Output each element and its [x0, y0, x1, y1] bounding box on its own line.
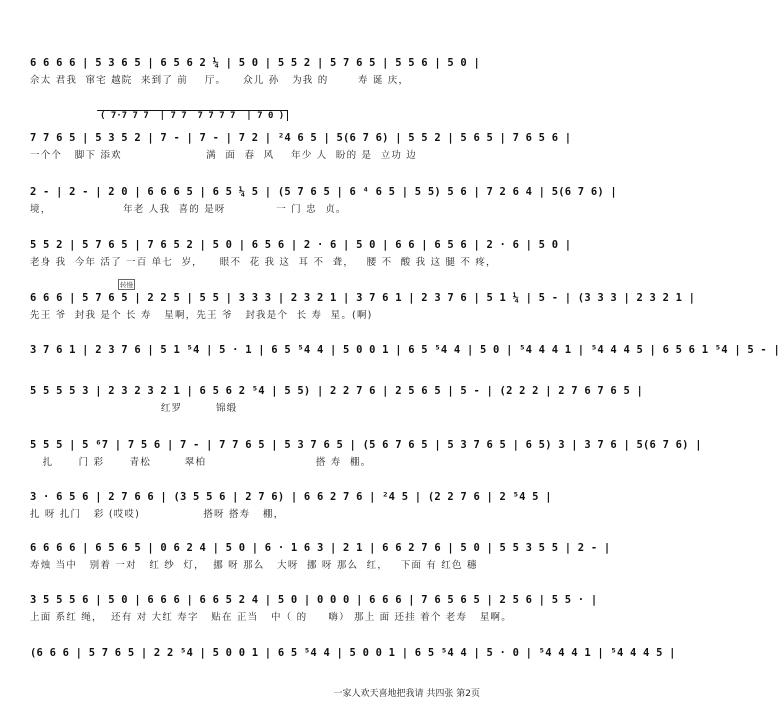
lyric-line: 扎 门 彩 青松 翠柏 搭 寿 棚。: [30, 457, 372, 468]
lyric-line: 红罗 锦缎: [30, 403, 238, 414]
notation-line: 5 5 2 | 5 7 6 5 | 7 6 5 2 | 5 0 | 6 5 6 | 2 · 6 | 5 0 | 6 6 | 6 5 6 | 2 · 6 | 5 0 |: [30, 239, 572, 251]
page-footer: 一家人欢天喜地把我请 共四张 第2页: [333, 689, 480, 699]
lyric-line: 寿烛 当中 别着 一对 红 纱 灯， 挪 呀 那么 大呀 挪 呀 那么 红， 下面 有 红色 穗: [30, 560, 478, 571]
notation-line: 3 · 6 5 6 | 2 7 6 6 | (3 5 5 6 | 2 7 6) | 6 6 2 7 6 | ²4 5 | (2 2 7 6 | 2 ⁵4 5 |: [30, 491, 552, 503]
tempo-tag: 转慢: [120, 281, 133, 289]
notation-line: 6 6 6 | 5 7 6 5 | 2 2 5 | 5 5 | 3 3 3 | 2 3 2 1 | 3 7 6 1 | 2 3 7 6 | 5 1 ¼ | 5 - | (3 3 3 | 2 3 2 1 |: [30, 292, 696, 304]
lyric-line: 上面 系红 绳， 还有 对 大红 寿字 贴在 正当 中（ 的 嗨） 那上 面 还挂 着个 老寿 星啊。: [30, 612, 512, 623]
lyric-line: 佘太 君我 窜宅 越院 来到了 前 厅。 众儿 孙 为我 的 寿 诞 庆，: [30, 75, 410, 86]
lyric-line: [30, 361, 470, 375]
notation-line: (6 6 6 | 5 7 6 5 | 2 2 ⁵4 | 5 0 0 1 | 6 5 ⁵4 4 | 5 0 0 1 | 6 5 ⁵4 4 | 5 · 0 | ⁵4 4 4 1 | ⁵4 4 4 5 |: [30, 647, 676, 659]
notation-line: 7 7 6 5 | 5 3 5 2 | 7 - | 7 - | 7 2 | ²4 6 5 | 5(6 7 6) | 5 5 2 | 5 6 5 | 7 6 5 6 |: [30, 132, 572, 144]
lyric-line: 境， 年老 人我 喜的 是呀 一 门 忠 贞。: [30, 204, 347, 215]
notation-line: 5 5 5 | 5 ⁶7 | 7 5 6 | 7 - | 7 7 6 5 | 5 3 7 6 5 | (5 6 7 6 5 | 5 3 7 6 5 | 6 5) 3 | 3 7 6 | 5(6 7 6) |: [30, 439, 702, 451]
lyric-line: 扎 呀 扎门 彩 (哎哎) 搭呀 搭寿 棚，: [30, 509, 285, 520]
notation-line: 6 6 6 6 | 6 5 6 5 | 0 6 2 4 | 5 0 | 6 · 1 6 3 | 2 1 | 6 6 2 7 6 | 5 0 | 5 5 3 5 5 | 2 - |: [30, 542, 611, 554]
notation-line: 3 5 5 5 6 | 5 0 | 6 6 6 | 6 6 5 2 4 | 5 0 | 0 0 0 | 6 6 6 | 7 6 5 6 5 | 2 5 6 | 5 5 · |: [30, 594, 598, 606]
notation-line: 2 - | 2 - | 2 0 | 6 6 6 5 | 6 5 ¼ 5 | (5 7 6 5 | 6 ⁴ 6 5 | 5 5) 5 6 | 7 2 6 4 | 5(6 7 6) |: [30, 186, 617, 198]
lyric-line: 老身 我 今年 活了 一百 单七 岁， 眼不 花 我 这 耳 不 聋， 腰 不 酸 我 这 腿 不 疼，: [30, 257, 497, 268]
lyric-line: 先王 爷 封我 是个 长 寿 星啊，先王 爷 封我是个 长 寿 星。(啊): [30, 310, 373, 321]
notation-line: 5 5 5 5 3 | 2 3 2 3 2 1 | 6 5 6 2 ⁵4 | 5 5) | 2 2 7 6 | 2 5 6 5 | 5 - | (2 2 2 | 2 7 6 7 6 5 |: [30, 385, 644, 397]
bracket-note: ( 7·7 7 7 | 7 7 7 7 7 7 | 7 0 ): [97, 110, 288, 121]
lyric-line: 一个个 脚下 添欢 满 面 春 风 年少 人 盼的 是 立功 边: [30, 150, 418, 161]
notation-line: 3 7 6 1 | 2 3 7 6 | 5 1 ⁵4 | 5 · 1 | 6 5 ⁵4 4 | 5 0 0 1 | 6 5 ⁵4 4 | 5 0 | ⁵4 4 4 1 | ⁵4 4 4 5 | 6 5 6 1 ⁵4 | 5 - |: [30, 344, 780, 356]
notation-line: 6 6 6 6 | 5 3 6 5 | 6 5 6 2 ¼ | 5 0 | 5 5 2 | 5 7 6 5 | 5 5 6 | 5 0 |: [30, 57, 480, 69]
